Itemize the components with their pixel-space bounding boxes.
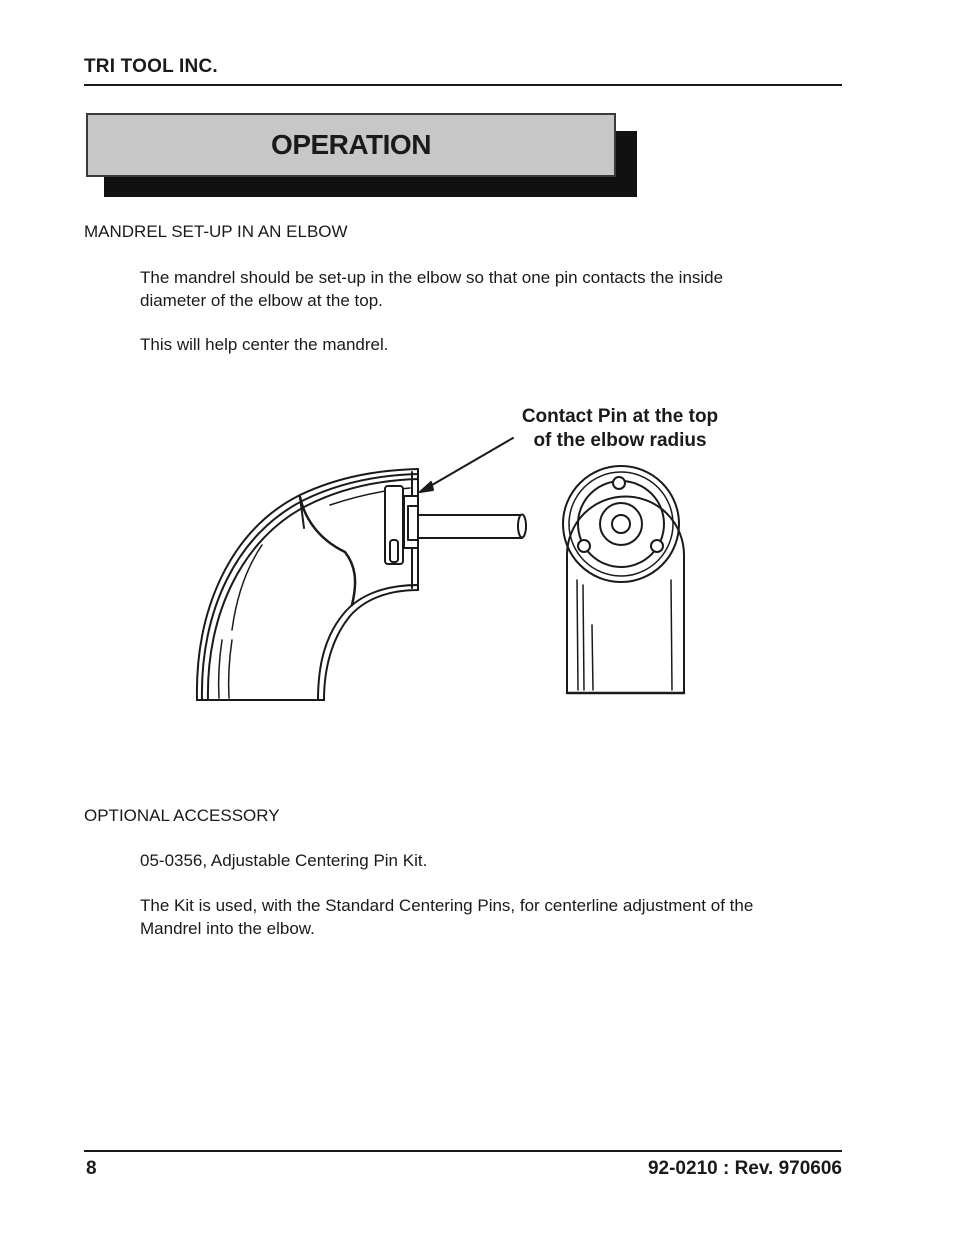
page-number: 8 — [86, 1158, 97, 1179]
callout-arrowhead — [420, 482, 433, 492]
footer-rule — [84, 1150, 842, 1152]
mandrel — [385, 486, 526, 564]
page-title: OPERATION — [271, 129, 431, 160]
centering-pin-right — [651, 540, 663, 552]
callout-line: of the elbow radius — [533, 430, 707, 451]
contact-pin-top — [613, 477, 625, 489]
document-revision: 92-0210 : Rev. 970606 — [647, 1158, 842, 1179]
accessory-item: 05-0356, Adjustable Centering Pin Kit. — [140, 851, 428, 870]
paragraph-line: Mandrel into the elbow. — [140, 918, 315, 938]
paragraph-line: The Kit is used, with the Standard Centering Pins, for centerline adjustment of the — [140, 896, 754, 915]
paragraph-kit-usage — [140, 895, 840, 940]
paragraph-line: The mandrel should be set-up in the elbow so that one pin contacts the inside — [140, 268, 724, 287]
centering-pin-left — [578, 540, 590, 552]
elbow-end-view — [563, 466, 684, 693]
section-heading-optional-accessory: OPTIONAL ACCESSORY — [84, 806, 280, 825]
paragraph-line: diameter of the elbow at the top. — [140, 290, 383, 310]
callout-line: Contact Pin at the top — [521, 406, 719, 427]
paragraph-center: This will help center the mandrel. — [140, 335, 389, 354]
company-name: TRI TOOL INC. — [84, 56, 218, 77]
section-heading-mandrel-setup: MANDREL SET-UP IN AN ELBOW — [84, 222, 348, 241]
callout-leader-line — [420, 438, 513, 492]
